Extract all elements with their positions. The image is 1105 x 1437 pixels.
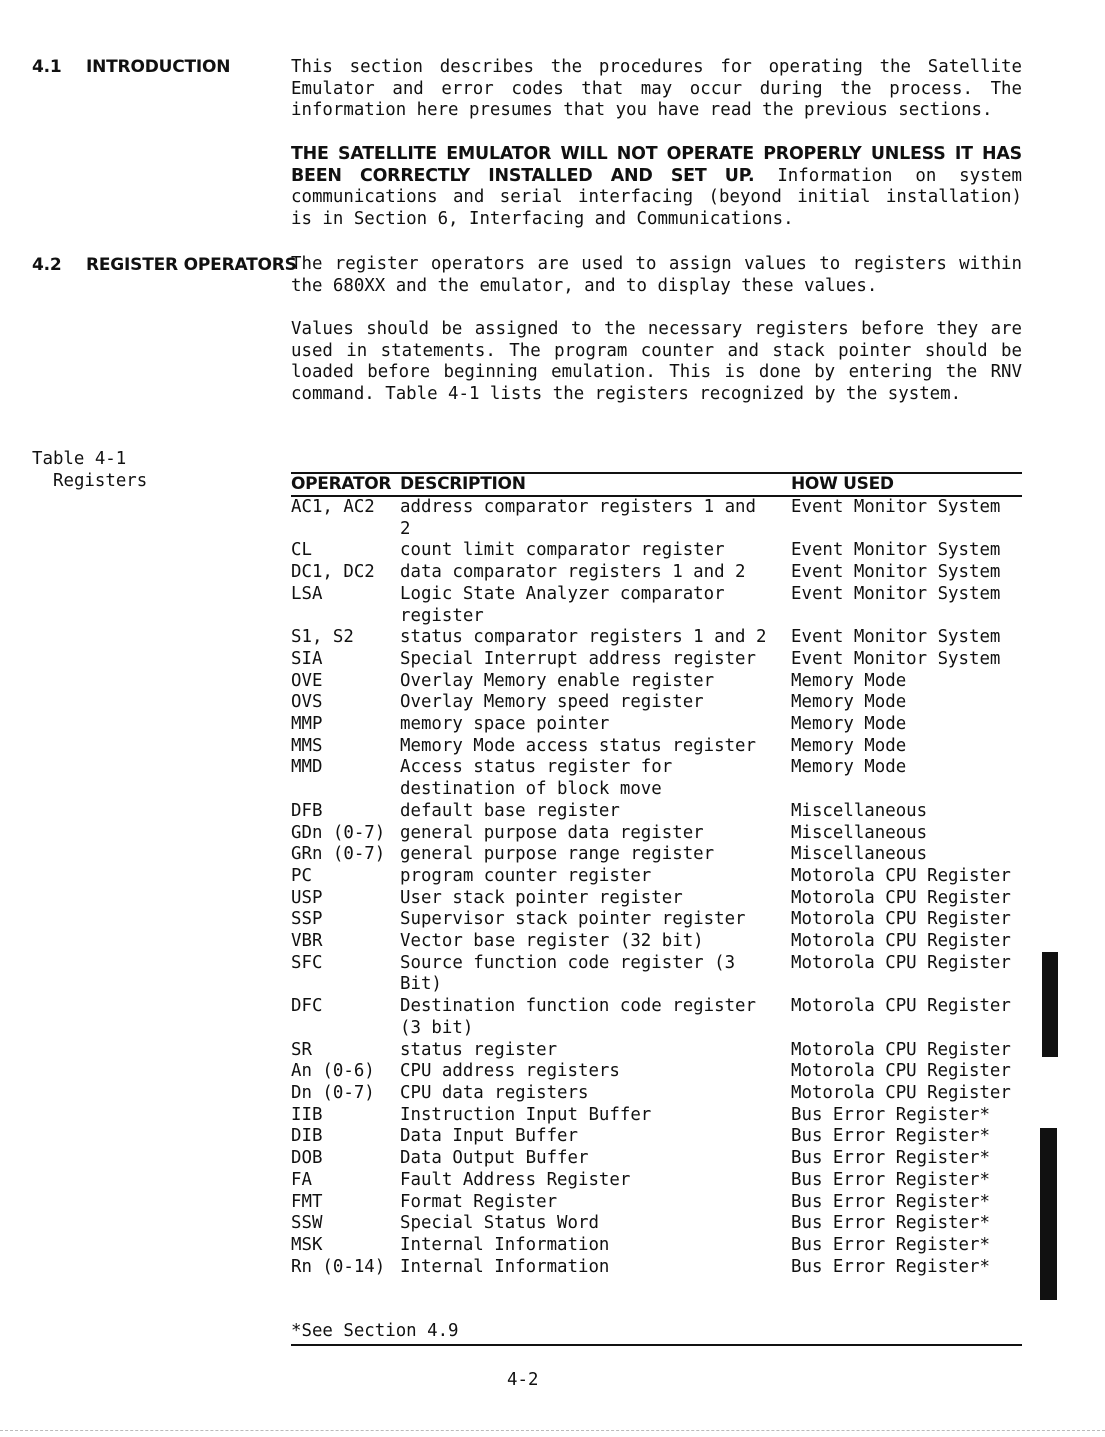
description-cell: general purpose data register [400, 822, 704, 843]
description-cell: User stack pointer register [400, 887, 683, 908]
table-row [291, 1235, 1022, 1257]
operator-cell: DC1, DC2 [291, 562, 375, 583]
how-used-cell: Motorola CPU Register [791, 931, 1011, 952]
description-cell: Supervisor stack pointer register [400, 909, 746, 930]
register-values-paragraph: Values should be assigned to the necessary registers before they are used in statements. The program counter and stack pointer should be loaded before beginning emulation. This is done by entering the RNV command. Table 4-1 lists the registers recognized by the system. [291, 319, 1022, 405]
table-row [291, 1170, 1022, 1192]
table-row [291, 866, 1022, 888]
operator-cell: SSW [291, 1213, 323, 1234]
table-footnote: *See Section 4.9 [291, 1321, 1022, 1346]
table-row [291, 1061, 1022, 1083]
how-used-cell: Motorola CPU Register [791, 887, 1011, 908]
how-used-cell: Bus Error Register* [791, 1148, 990, 1169]
how-used-cell: Event Monitor System [791, 540, 1001, 561]
operator-cell: Rn (0-14) [291, 1256, 386, 1277]
operator-cell: GRn (0-7) [291, 844, 386, 865]
table-row [291, 562, 1022, 584]
operator-cell: Dn (0-7) [291, 1082, 375, 1103]
table-row [291, 496, 1022, 540]
operator-cell: An (0-6) [291, 1061, 375, 1082]
table-row [291, 671, 1022, 693]
operator-cell: FA [291, 1169, 312, 1190]
description-cell: Destination function code register (3 bit) [400, 996, 756, 1038]
description-cell: Internal Information [400, 1234, 610, 1255]
table-row [291, 996, 1022, 1039]
how-used-cell: Event Monitor System [791, 627, 1001, 648]
how-used-cell: Memory Mode [791, 714, 907, 735]
description-cell: Data Input Buffer [400, 1126, 578, 1147]
how-used-cell: Bus Error Register* [791, 1169, 990, 1190]
description-cell: Overlay Memory enable register [400, 670, 715, 691]
description-cell: Data Output Buffer [400, 1148, 589, 1169]
section-4-1-heading [32, 56, 230, 78]
page-number: 4-2 [507, 1370, 539, 1390]
description-cell: Special Interrupt address register [400, 648, 756, 669]
how-used-cell: Memory Mode [791, 757, 907, 778]
section-title: INTRODUCTION [86, 57, 231, 77]
section-title: REGISTER OPERATORS [86, 255, 297, 275]
intro-paragraph: This section describes the procedures for operating the Satellite Emulator and error codes that may occur during the process. The information here presumes that you have read the previous sections. [291, 57, 1022, 121]
description-cell: Fault Address Register [400, 1169, 631, 1190]
operator-cell: MSK [291, 1234, 323, 1255]
operator-cell: MMP [291, 714, 323, 735]
table-row [291, 1257, 1022, 1279]
description-cell: memory space pointer [400, 714, 610, 735]
operator-cell: USP [291, 887, 323, 908]
table-caption: Registers [53, 471, 148, 491]
how-used-cell: Miscellaneous [791, 844, 928, 865]
how-used-cell: Miscellaneous [791, 800, 928, 821]
description-cell: Internal Information [400, 1256, 610, 1277]
how-used-cell: Bus Error Register* [791, 1126, 990, 1147]
operator-cell: SSP [291, 909, 323, 930]
section-4-2-heading [32, 254, 297, 276]
description-cell: Overlay Memory speed register [400, 692, 704, 713]
how-used-cell: Bus Error Register* [791, 1234, 990, 1255]
table-row [291, 584, 1022, 627]
description-cell: Source function code register (3 Bit) [400, 952, 736, 995]
table-row [291, 1083, 1022, 1105]
how-used-cell: Motorola CPU Register [791, 909, 1011, 930]
operator-cell: DFB [291, 800, 323, 821]
table-row [291, 909, 1022, 931]
how-used-cell: Bus Error Register* [791, 1213, 990, 1234]
operator-cell: IIB [291, 1104, 323, 1125]
table-row [291, 736, 1022, 758]
description-cell: default base register [400, 800, 620, 821]
header-how-used: HOW USED [791, 473, 1022, 496]
operator-cell: GDn (0-7) [291, 822, 386, 843]
table-row [291, 844, 1022, 866]
operator-cell: FMT [291, 1191, 323, 1212]
description-cell: general purpose range register [400, 844, 715, 865]
table-body [291, 496, 1022, 1278]
table-row [291, 627, 1022, 649]
register-operators-paragraph: The register operators are used to assign values to registers within the 680XX and the emulator, and to display these values. [291, 254, 1022, 296]
table-row [291, 540, 1022, 562]
table-row [291, 1105, 1022, 1127]
setup-warning-paragraph [291, 144, 1022, 231]
how-used-cell: Event Monitor System [791, 497, 1001, 517]
table-row [291, 888, 1022, 910]
description-cell: Access status register for destination of block move [400, 757, 673, 800]
description-cell: CPU data registers [400, 1082, 589, 1103]
table-row [291, 931, 1022, 953]
table-row [291, 692, 1022, 714]
setup-warning: THE SATELLITE EMULATOR WILL NOT OPERATE PROPERLY UNLESS IT HAS BEEN CORRECTLY INSTALLED AND SET UP. [291, 144, 1022, 186]
description-cell: address comparator registers 1 and 2 [400, 497, 756, 539]
operator-cell: MMS [291, 735, 323, 756]
table-row [291, 1213, 1022, 1235]
description-cell: Format Register [400, 1191, 558, 1212]
operator-cell: CL [291, 540, 312, 561]
table-row [291, 801, 1022, 823]
operator-cell: SIA [291, 648, 323, 669]
table-row [291, 757, 1022, 800]
description-cell: data comparator registers 1 and 2 [400, 562, 746, 583]
how-used-cell: Event Monitor System [791, 648, 1001, 669]
table-header-row [291, 473, 1022, 496]
operator-cell: OVS [291, 692, 323, 713]
table-row [291, 1148, 1022, 1170]
header-operator: OPERATOR [291, 473, 400, 496]
operator-cell: SR [291, 1039, 312, 1060]
table-row [291, 1192, 1022, 1214]
operator-cell: S1, S2 [291, 627, 354, 648]
description-cell: count limit comparator register [400, 540, 725, 561]
table-row [291, 823, 1022, 845]
description-cell: Special Status Word [400, 1213, 599, 1234]
section-number: 4.1 [32, 57, 62, 77]
interfacing-note: Information on system communications and serial interfacing (beyond initial installation) is in Section 6, Interfacing and Communications. [291, 165, 1023, 230]
how-used-cell: Motorola CPU Register [791, 1061, 1011, 1082]
how-used-cell: Motorola CPU Register [791, 1082, 1011, 1103]
table-row [291, 1040, 1022, 1062]
how-used-cell: Memory Mode [791, 735, 907, 756]
table-label: Table 4-1 [32, 449, 127, 469]
description-cell: Memory Mode access status register [400, 735, 756, 756]
description-cell: status register [400, 1039, 558, 1060]
how-used-cell: Miscellaneous [791, 822, 928, 843]
description-cell: Instruction Input Buffer [400, 1104, 652, 1125]
scan-edge [0, 1430, 1105, 1432]
table-row [291, 953, 1022, 996]
description-cell: CPU address registers [400, 1061, 620, 1082]
operator-cell: DOB [291, 1148, 323, 1169]
table-row [291, 1126, 1022, 1148]
how-used-cell: Motorola CPU Register [791, 952, 1011, 973]
change-bar [1042, 952, 1058, 1057]
description-cell: Vector base register (32 bit) [400, 931, 704, 952]
operator-cell: OVE [291, 670, 323, 691]
how-used-cell: Motorola CPU Register [791, 996, 1011, 1017]
table-row [291, 714, 1022, 736]
how-used-cell: Bus Error Register* [791, 1256, 990, 1277]
operator-cell: AC1, AC2 [291, 497, 375, 517]
description-cell: status comparator registers 1 and 2 [400, 627, 767, 648]
table-row [291, 649, 1022, 671]
operator-cell: LSA [291, 583, 323, 604]
operator-cell: VBR [291, 931, 323, 952]
how-used-cell: Event Monitor System [791, 562, 1001, 583]
registers-table [291, 472, 1022, 1278]
operator-cell: DIB [291, 1126, 323, 1147]
description-cell: program counter register [400, 865, 652, 886]
how-used-cell: Bus Error Register* [791, 1104, 990, 1125]
how-used-cell: Motorola CPU Register [791, 865, 1011, 886]
operator-cell: DFC [291, 996, 323, 1017]
how-used-cell: Motorola CPU Register [791, 1039, 1011, 1060]
change-bar [1040, 1128, 1057, 1300]
description-cell: Logic State Analyzer comparator register [400, 583, 725, 626]
how-used-cell: Memory Mode [791, 670, 907, 691]
how-used-cell: Memory Mode [791, 692, 907, 713]
operator-cell: MMD [291, 757, 323, 778]
how-used-cell: Bus Error Register* [791, 1191, 990, 1212]
header-description: DESCRIPTION [400, 473, 791, 496]
operator-cell: SFC [291, 952, 323, 973]
operator-cell: PC [291, 865, 312, 886]
how-used-cell: Event Monitor System [791, 583, 1001, 604]
section-number: 4.2 [32, 255, 62, 275]
